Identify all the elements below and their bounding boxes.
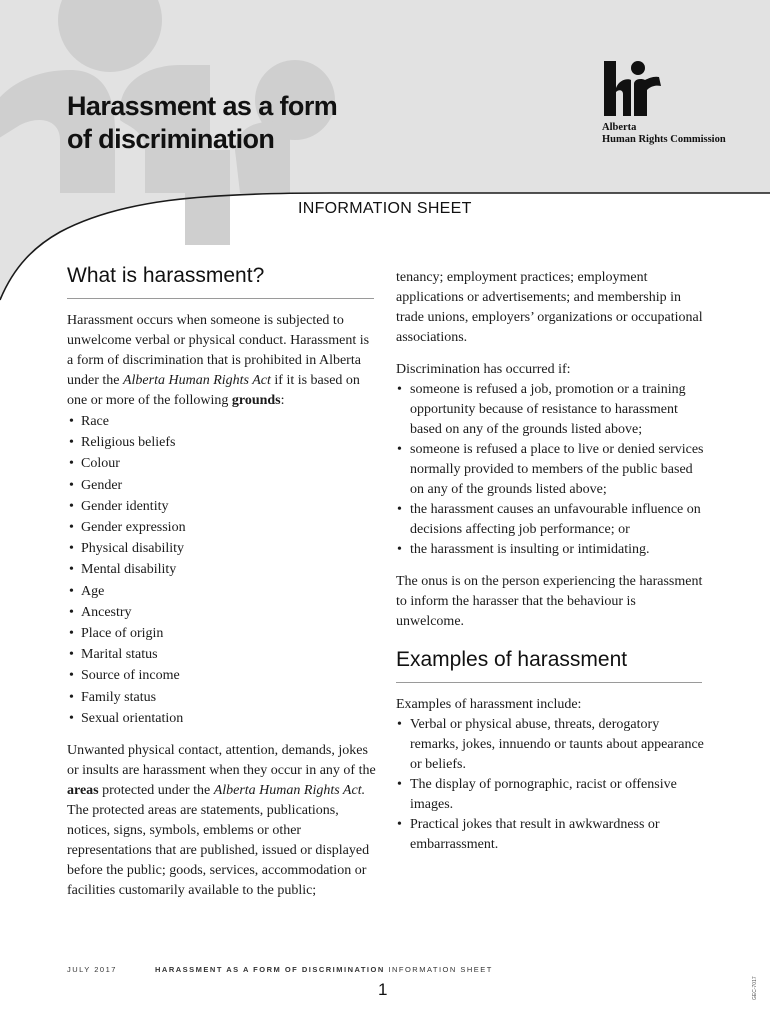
list-item: • Gender expression <box>67 517 377 538</box>
list-item: • someone is refused a job, promotion or a training opportunity because of resistance to harassment based on any of the grounds listed above; <box>396 380 704 440</box>
org-line-1: Alberta <box>602 122 637 133</box>
organization-name <box>602 122 726 146</box>
examples-list <box>396 715 704 855</box>
list-item: • Gender identity <box>67 496 377 517</box>
intro-paragraph <box>67 311 377 411</box>
list-item: • the harassment is insulting or intimidating. <box>396 540 704 560</box>
footer-date: JULY 2017 <box>67 965 117 974</box>
list-item: • Marital status <box>67 644 377 665</box>
list-item: • the harassment causes an unfavourable influence on decisions affecting job performance; or <box>396 500 704 540</box>
intro-act-name: Alberta Human Rights Act <box>122 373 271 388</box>
list-item: • Age <box>67 581 377 602</box>
page-footer <box>67 965 493 974</box>
footer-title: HARASSMENT AS A FORM OF DISCRIMINATION <box>155 965 385 974</box>
list-item: • someone is refused a place to live or denied services normally provided to members of the public based on any of the grounds listed above; <box>396 440 704 500</box>
intro-text-2: if it is based on one or more of the following <box>67 373 360 408</box>
areas-text-3: The protected areas are statements, publications, notices, signs, symbols, emblems or other representations that are published, issued or displayed before the public; goods, services, accommodation or facilities customarily available to the public; <box>67 803 370 899</box>
onus-paragraph: The onus is on the person experiencing the harassment to inform the harasser that the behaviour is unwelcome. <box>396 574 703 629</box>
areas-text-1: Unwanted physical contact, attention, demands, jokes or insults are harassment when they occur in any of the <box>67 743 376 779</box>
list-item: • Place of origin <box>67 623 377 644</box>
title-line-2: of discrimination <box>67 124 275 154</box>
page-number: 1 <box>378 980 388 999</box>
areas-text-2: protected under the <box>98 783 214 799</box>
examples-intro: Examples of harassment include: <box>396 697 582 712</box>
protected-areas-paragraph <box>67 741 377 901</box>
org-line-2: Human Rights Commission <box>602 134 726 145</box>
list-item: • Physical disability <box>67 538 377 559</box>
list-item: • Practical jokes that result in awkwardness or embarrassment. <box>396 815 704 855</box>
title-line-1: Harassment as a form <box>67 91 338 121</box>
right-column <box>396 268 704 855</box>
discrimination-intro: Discrimination has occurred if: <box>396 362 571 377</box>
discrimination-list <box>396 380 704 560</box>
intro-text-3: : <box>280 393 285 408</box>
list-item: • Ancestry <box>67 602 377 623</box>
list-item: • Religious beliefs <box>67 432 377 453</box>
list-item: • Race <box>67 411 377 432</box>
list-item: • Sexual orientation <box>67 708 377 729</box>
intro-grounds: grounds <box>231 393 281 408</box>
list-item: • Source of income <box>67 665 377 686</box>
intro-text-1: Harassment occurs when someone is subjected to unwelcome verbal or physical conduct. Harassment is a form of discrimination that is prohibited in Alberta under the <box>67 313 370 388</box>
document-code: GEC-7017 <box>752 976 758 1000</box>
list-item: • Mental disability <box>67 559 377 580</box>
areas-act-name: Alberta Human Rights Act. <box>213 783 366 799</box>
footer-sheet: INFORMATION SHEET <box>384 965 493 974</box>
what-is-harassment-heading: What is harassment? <box>67 262 374 299</box>
document-title <box>67 90 397 156</box>
list-item: • The display of pornographic, racist or offensive images. <box>396 775 704 815</box>
list-item: • Colour <box>67 453 377 474</box>
areas-bold: areas <box>67 783 99 799</box>
examples-heading: Examples of harassment <box>396 646 702 683</box>
continuation-paragraph: tenancy; employment practices; employment applications or advertisements; and membership in trade unions, employers’ organizations or occupational associations. <box>396 270 703 345</box>
list-item: • Verbal or physical abuse, threats, derogatory remarks, jokes, innuendo or taunts about appearance or beliefs. <box>396 715 704 775</box>
left-column <box>67 262 377 913</box>
sheet-label: INFORMATION SHEET <box>298 200 472 217</box>
list-item: • Gender <box>67 475 377 496</box>
list-item: • Family status <box>67 687 377 708</box>
grounds-list <box>67 411 377 729</box>
